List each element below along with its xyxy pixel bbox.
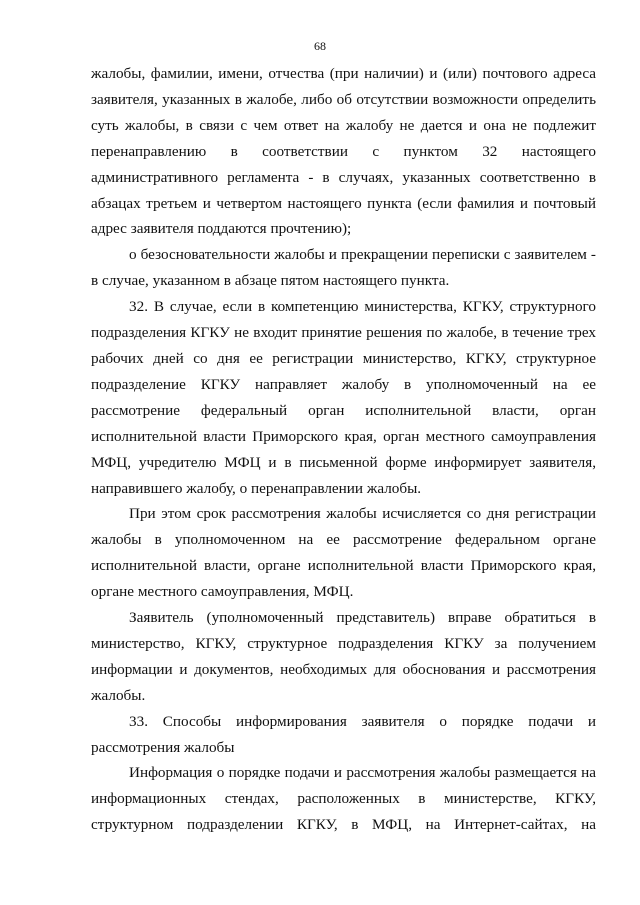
- text-line: исполнительной власти, органе исполнительной власти Приморского края,: [91, 557, 596, 575]
- text-line: направившего жалобу, о перенаправлении жалобы.: [91, 479, 422, 497]
- paragraph-item-33-heading: [91, 709, 596, 761]
- paragraph-applicant-right: [91, 605, 596, 709]
- paragraph-information-placement: [91, 760, 596, 838]
- text-line: рабочих дней со дня ее регистрации министерство, КГКУ, структурное: [91, 349, 596, 367]
- page-number: 68: [314, 39, 326, 53]
- text-line: заявителя, указанных в жалобе, либо об отсутствии возможности определить: [91, 90, 596, 108]
- text-line: подразделения КГКУ не входит принятие решения по жалобе, в течение трех: [91, 324, 596, 342]
- text-line: рассмотрение федеральный орган исполнительной власти, орган: [91, 401, 596, 419]
- paragraph-complaint-grounds-continued: [91, 61, 596, 242]
- text-line: абзацах третьем и четвертом настоящего пункта (если фамилия и почтовый: [91, 194, 596, 212]
- document-body: [91, 61, 596, 838]
- text-line: в случае, указанном в абзаце пятом настоящего пункта.: [91, 272, 450, 290]
- text-line: подразделение КГКУ направляет жалобу в уполномоченный на ее: [91, 375, 596, 393]
- text-line: структурном подразделении КГКУ, в МФЦ, на Интернет-сайтах, на: [91, 816, 596, 834]
- text-line: информационных стендах, расположенных в министерстве, КГКУ,: [91, 790, 596, 808]
- text-line: суть жалобы, в связи с чем ответ на жалобу не дается и она не подлежит: [91, 116, 596, 134]
- text-line: перенаправлению в соответствии с пунктом 32 настоящего: [91, 142, 596, 160]
- text-line: жалобы, фамилии, имени, отчества (при наличии) и (или) почтового адреса: [91, 65, 596, 82]
- text-line: о безосновательности жалобы и прекращении переписки с заявителем -: [129, 246, 596, 264]
- text-line: жалобы.: [91, 686, 146, 704]
- text-line: органе местного самоуправления, МФЦ.: [91, 583, 354, 601]
- paragraph-groundlessness: [91, 242, 596, 294]
- text-line: При этом срок рассмотрения жалобы исчисляется со дня регистрации: [129, 505, 596, 523]
- text-line: рассмотрения жалобы: [91, 738, 235, 756]
- text-line: Информация о порядке подачи и рассмотрения жалобы размещается на: [129, 764, 596, 782]
- text-line: жалобы в уполномоченном на ее рассмотрение федеральном органе: [91, 531, 596, 549]
- text-line: 32. В случае, если в компетенцию министерства, КГКУ, структурного: [129, 298, 596, 316]
- text-line: Заявитель (уполномоченный представитель) вправе обратиться в: [129, 609, 596, 627]
- text-line: министерство, КГКУ, структурное подразделения КГКУ за получением: [91, 634, 596, 652]
- text-line: 33. Способы информирования заявителя о порядке подачи и: [129, 712, 596, 730]
- paragraph-review-period: [91, 501, 596, 605]
- text-line: исполнительной власти Приморского края, орган местного самоуправления: [91, 427, 596, 445]
- text-line: административного регламента - в случаях, указанных соответственно в: [91, 168, 596, 186]
- text-line: информации и документов, необходимых для обоснования и рассмотрения: [91, 660, 596, 678]
- text-line: адрес заявителя поддаются прочтению);: [91, 220, 352, 238]
- paragraph-item-32: [91, 294, 596, 501]
- text-line: МФЦ, учредителю МФЦ и в письменной форме информирует заявителя,: [91, 453, 596, 471]
